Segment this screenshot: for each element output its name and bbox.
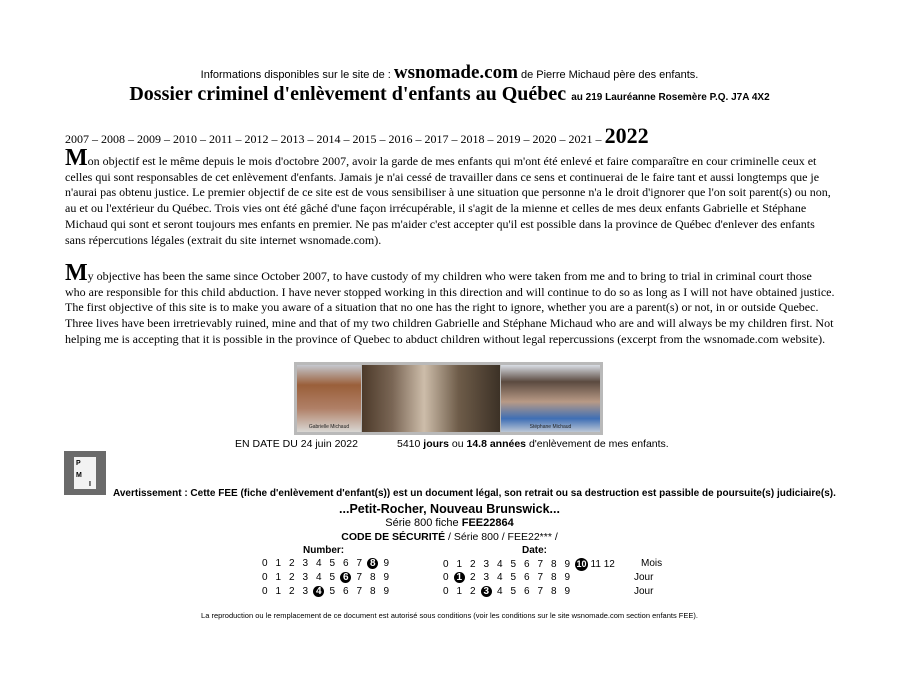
title-text: Dossier criminel d'enlèvement d'enfants au Québec [129, 83, 567, 105]
number-row-1-digit-7: 7 [356, 558, 363, 569]
month-digit-11: 11 [590, 559, 601, 570]
caption-gabrielle: Gabrielle Michaud [308, 424, 350, 430]
number-row-3-digit-9: 9 [383, 586, 390, 597]
photo-stephane [501, 365, 600, 432]
day-row-1 [439, 572, 574, 583]
drop-cap-fr: M [65, 145, 88, 171]
number-row-1-digit-2: 2 [288, 558, 295, 569]
day-row-2-digit-9: 9 [564, 586, 571, 597]
unit-jour-1: Jour [634, 572, 654, 583]
number-row-3-digit-0: 0 [261, 586, 268, 597]
day-row-1-digit-5: 5 [510, 572, 517, 583]
day-row-1-digit-4: 4 [496, 572, 503, 583]
day-row-2-digit-8: 8 [550, 586, 557, 597]
paragraph-french [65, 145, 835, 248]
serie-prefix: Série 800 fiche [385, 517, 459, 529]
number-row-2-digit-3: 3 [302, 572, 309, 583]
photo-gabrielle [297, 365, 361, 432]
title-address: au 219 Lauréanne Rosemère P.Q. J7A 4X2 [571, 92, 770, 103]
years-count: 14.8 années [466, 438, 527, 450]
day-row-1-digit-8: 8 [550, 572, 557, 583]
logo-letter-m: M [76, 472, 82, 479]
day-row-2-digit-1: 1 [456, 586, 463, 597]
day-row-2 [439, 586, 574, 597]
location: ...Petit-Rocher, Nouveau Brunswick... [339, 502, 560, 516]
month-digit-2: 2 [469, 559, 476, 570]
day-row-2-digit-0: 0 [442, 586, 449, 597]
intro-after: de Pierre Michaud père des enfants. [520, 69, 699, 81]
month-row [439, 558, 616, 571]
security-code-line [0, 531, 899, 543]
month-digit-9: 9 [564, 559, 571, 570]
intro-before: Informations disponibles sur le site de : [200, 69, 391, 81]
years-line [65, 123, 649, 149]
number-row-3-digit-1: 1 [275, 586, 282, 597]
logo-letter-p: P [76, 460, 81, 467]
paragraph-en-text: y objective has been the same since October 2007, to have custody of my children who were taken from me and to bring to trial in criminal court those who are responsible for this child abduction. I have never stopped working in this direction and will continue to do so as long as I will not have obtained justice. The first objective of this site is to make you aware of a situation that no one has the right to ignore, whether you are a parent(s) or not, in or outside Quebec. Three lives have been irretrievably ruined, mine and that of my two children Gabrielle and Stéphane Michaud who are and will always be my children first. Not helping me is accepting that it is possible in the province of Quebec to abduct children without legal repercussions (excerpt from the wsnomade.com website). [65, 269, 835, 346]
duration-suffix: d'enlèvement de mes enfants. [528, 438, 669, 450]
day-row-1-digit-9: 9 [564, 572, 571, 583]
children-photo [294, 362, 603, 435]
paragraph-fr-text: on objectif est le même depuis le mois d'octobre 2007, avoir la garde de mes enfants qui m'ont été enlevé et faire comparaître en cour criminelle ceux et celles qui sont responsables de cet enlèvement d'enfants. Jamais je n'ai cessé de travailler dans ce sens et continuerai de le faire tant et aussi longtemps que je n'aurai pas obtenu justice. Le premier objectif de ce site est de vous sensibiliser à une situation que personne n'a le droit d'ignorer que l'on soit parent(s) ou non, au et ou l'extérieur du Québec. Trois vies ont été gâché d'une façon irrécupérable, il s'agit de la mienne et celles de mes deux enfants Gabrielle et Stéphane Michaud qui sont et seront toujours mes enfants en premier. Ne pas m'aider c'est accepter qu'il est possible dans la province de Québec d'enlever des enfants sans répercutions légales (extrait du site internet wsnomade.com). [65, 154, 831, 247]
month-digit-5: 5 [510, 559, 517, 570]
number-row-2-digit-5: 5 [329, 572, 336, 583]
month-digit-12: 12 [603, 559, 615, 570]
number-row-3-digit-5: 5 [329, 586, 336, 597]
number-row-2-digit-6-selected: 6 [340, 572, 351, 583]
days-word: jours [423, 438, 449, 450]
month-digit-3: 3 [483, 559, 490, 570]
month-digit-1: 1 [456, 559, 463, 570]
number-row-2-digit-7: 7 [356, 572, 363, 583]
days-count: 5410 [397, 438, 421, 450]
month-digit-10-selected: 10 [576, 559, 587, 569]
security-code-slash: / [448, 531, 451, 543]
security-code-label: CODE DE SÉCURITÉ [341, 531, 446, 543]
day-row-2-digit-2: 2 [469, 586, 476, 597]
day-row-2-digit-3-selected: 3 [481, 586, 492, 597]
caption-stephane: Stéphane Michaud [529, 424, 572, 430]
legal-warning: Avertissement : Cette FEE (fiche d'enlèvement d'enfant(s)) est un document légal, son retrait ou sa destruction est passible de poursuite(s) judiciaire(s). [113, 488, 836, 499]
drop-cap-en: M [65, 260, 88, 286]
number-row-3-digit-7: 7 [356, 586, 363, 597]
number-row-3-digit-3: 3 [302, 586, 309, 597]
day-row-1-digit-1-selected: 1 [454, 572, 465, 583]
number-row-2-digit-8: 8 [369, 572, 376, 583]
intro-line [0, 62, 899, 84]
day-row-1-digit-2: 2 [469, 572, 476, 583]
photo-siblings [362, 365, 500, 432]
day-row-2-digit-5: 5 [510, 586, 517, 597]
number-row-1-digit-9: 9 [383, 558, 390, 569]
serie-line [0, 517, 899, 529]
number-row-2-digit-9: 9 [383, 572, 390, 583]
footer-notice: La reproduction ou le remplacement de ce document est autorisé sous conditions (voir les conditions sur le site wsnomade.com section enfants FEE). [201, 611, 698, 620]
number-row-3-digit-6: 6 [342, 586, 349, 597]
number-row-1-digit-4: 4 [315, 558, 322, 569]
number-row-3-digit-4-selected: 4 [313, 586, 324, 597]
logo-letter-i: I [89, 481, 91, 488]
number-row-1-digit-0: 0 [261, 558, 268, 569]
day-row-1-digit-7: 7 [537, 572, 544, 583]
month-digit-0: 0 [442, 559, 449, 570]
day-row-1-digit-6: 6 [523, 572, 530, 583]
number-row-3-digit-8: 8 [369, 586, 376, 597]
day-row-2-digit-4: 4 [496, 586, 503, 597]
unit-mois: Mois [641, 558, 663, 569]
document-title [0, 83, 899, 106]
day-row-2-digit-6: 6 [523, 586, 530, 597]
number-row-2 [258, 572, 393, 583]
abduction-duration [397, 438, 669, 450]
pmi-logo [64, 451, 106, 495]
month-digit-8: 8 [550, 559, 557, 570]
number-row-1-digit-5: 5 [329, 558, 336, 569]
number-row-1-digit-3: 3 [302, 558, 309, 569]
day-row-2-digit-7: 7 [537, 586, 544, 597]
paragraph-english [65, 260, 835, 348]
site-name[interactable]: wsnomade.com [393, 62, 518, 83]
current-year: 2022 [604, 123, 649, 148]
number-row-2-digit-0: 0 [261, 572, 268, 583]
unit-jour-2: Jour [634, 586, 654, 597]
or-word: ou [451, 438, 464, 450]
day-row-1-digit-0: 0 [442, 572, 449, 583]
number-row-3 [258, 586, 393, 597]
number-row-3-digit-2: 2 [288, 586, 295, 597]
security-code-text: Série 800 / FEE22*** / [453, 531, 558, 543]
years-list: 2007 – 2008 – 2009 – 2010 – 2011 – 2012 – 2013 – 2014 – 2015 – 2016 – 2017 – 2018 – 2019 – 2020 – 2021 – [65, 132, 602, 146]
month-digit-7: 7 [537, 559, 544, 570]
date-label: Date: [522, 545, 548, 556]
day-row-1-digit-3: 3 [483, 572, 490, 583]
number-row-2-digit-1: 1 [275, 572, 282, 583]
number-row-1-digit-6: 6 [342, 558, 349, 569]
number-row-1-digit-1: 1 [275, 558, 282, 569]
number-row-1-digit-8-selected: 8 [367, 558, 378, 569]
as-of-date: EN DATE DU 24 juin 2022 [235, 438, 358, 450]
serie-code: FEE22864 [461, 517, 514, 529]
number-row-2-digit-4: 4 [315, 572, 322, 583]
number-row-2-digit-2: 2 [288, 572, 295, 583]
month-digit-4: 4 [496, 559, 503, 570]
month-digit-6: 6 [523, 559, 530, 570]
number-row-1 [258, 558, 393, 569]
number-label: Number: [303, 545, 345, 556]
